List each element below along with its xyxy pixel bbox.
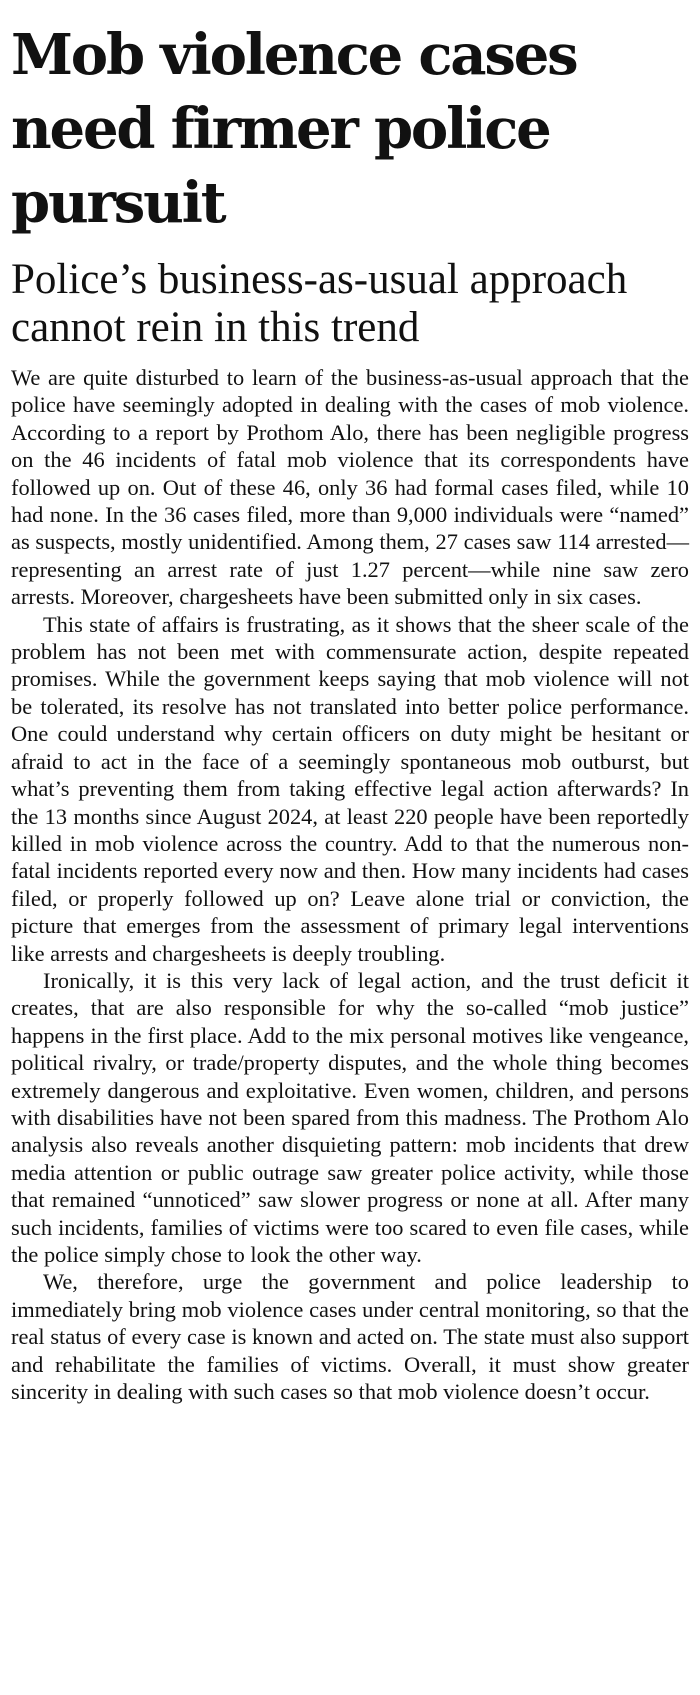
article-paragraph: We, therefore, urge the government and police leadership to immediately bring mob violence cases under central monitoring, so that the real status of every case is known and acted on. The state must also support and rehabilitate the families of victims. Overall, it must show greater sincerity in dealing with such cases so that mob violence doesn’t occur.: [11, 1269, 689, 1405]
article-body: [11, 364, 689, 1405]
article-subheadline: Police’s business-as-usual approach cannot rein in this trend: [11, 256, 628, 351]
article-headline: Mob violence cases need firmer police pursuit: [11, 22, 577, 236]
article-paragraph: This state of affairs is frustrating, as it shows that the sheer scale of the problem has not been met with commensurate action, despite repeated promises. While the government keeps saying that mob violence will not be tolerated, its resolve has not translated into better police performance. One could understand why certain officers on duty might be hesitant or afraid to act in the face of a seemingly spontaneous mob outburst, but what’s preventing them from taking effective legal action afterwards? In the 13 months since August 2024, at least 220 people have been reportedly killed in mob violence across the country. Add to that the numerous non-fatal incidents reported every now and then. How many incidents had cases filed, or properly followed up on? Leave alone trial or conviction, the picture that emerges from the assessment of primary legal interventions like arrests and chargesheets is deeply troubling.: [11, 611, 689, 966]
article-paragraph: Ironically, it is this very lack of legal action, and the trust deficit it creates, that are also responsible for why the so-called “mob justice” happens in the first place. Add to the mix personal motives like vengeance, political rivalry, or trade/property disputes, and the whole thing becomes extremely dangerous and exploitative. Even women, children, and persons with disabilities have not been spared from this madness. The Prothom Alo analysis also reveals another disquieting pattern: mob incidents that drew media attention or public outrage saw greater police activity, while those that remained “unnoticed” saw slower progress or none at all. After many such incidents, families of victims were too scared to even file cases, while the police simply chose to look the other way.: [11, 967, 689, 1267]
article-paragraph: We are quite disturbed to learn of the business-as-usual approach that the police have seemingly adopted in dealing with the cases of mob violence. According to a report by Prothom Alo, there has been negligible progress on the 46 incidents of fatal mob violence that its correspondents have followed up on. Out of these 46, only 36 had formal cases filed, while 10 had none. In the 36 cases filed, more than 9,000 individuals were “named” as suspects, mostly unidentified. Among them, 27 cases saw 114 arrested—representing an arrest rate of just 1.27 percent—while nine saw zero arrests. Moreover, chargesheets have been submitted only in six cases.: [11, 365, 689, 610]
